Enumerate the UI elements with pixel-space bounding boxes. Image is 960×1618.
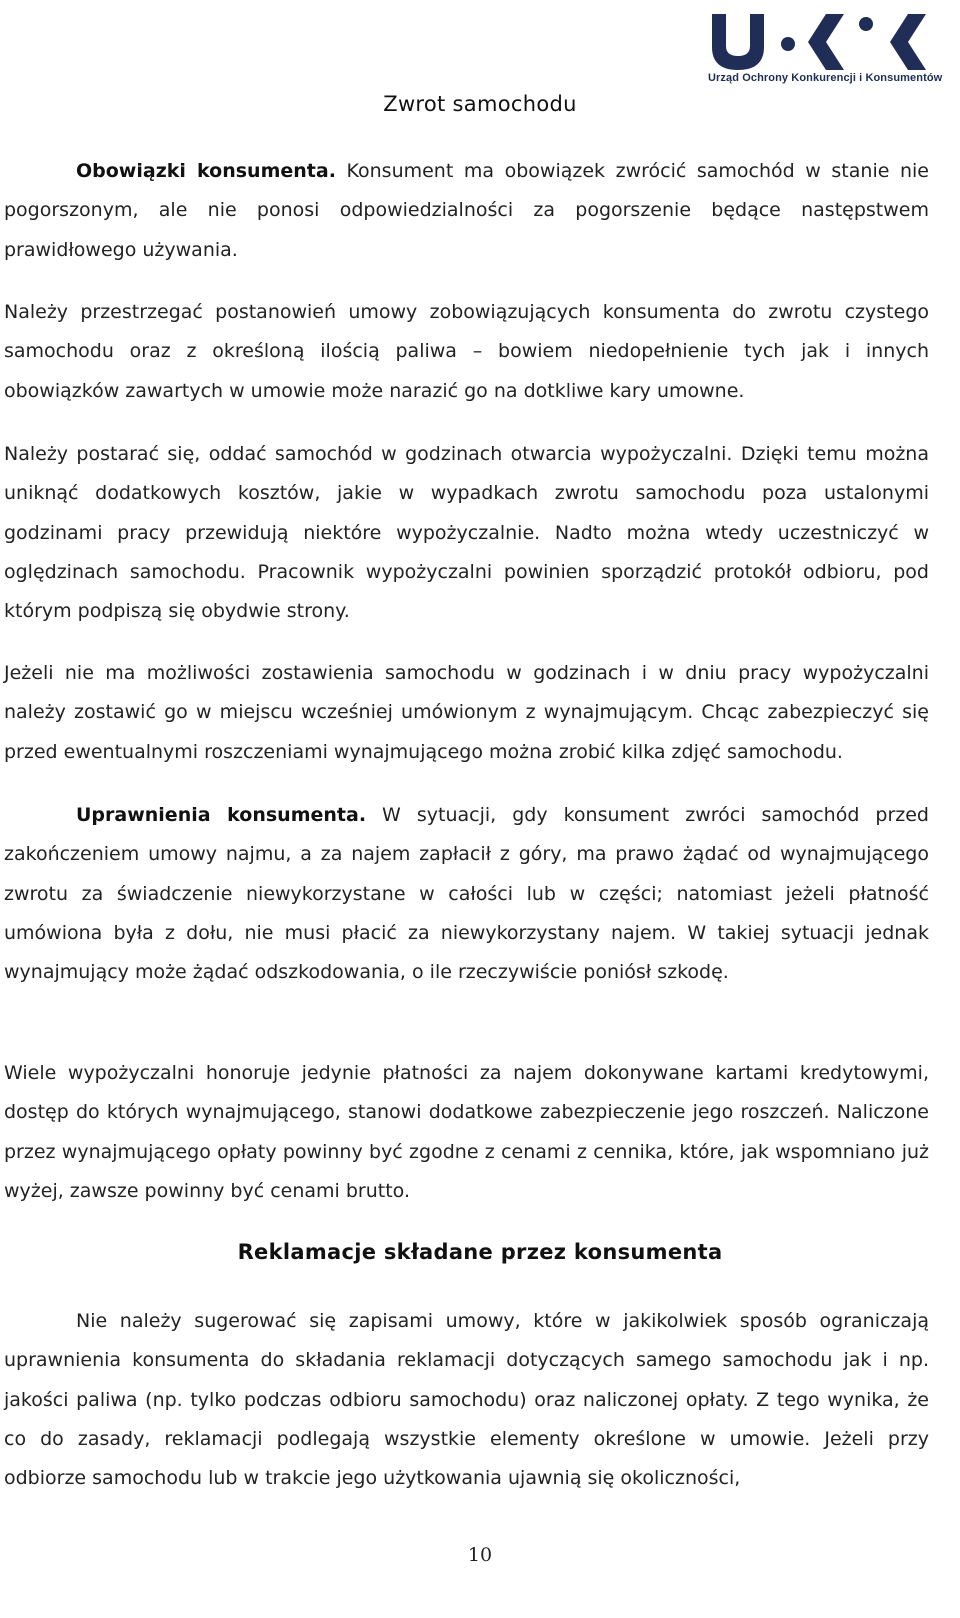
paragraph-lead: Obowiązki konsumenta.	[76, 160, 336, 182]
page-title: Zwrot samochodu	[383, 92, 577, 116]
paragraph: Jeżeli nie ma możliwości zostawienia samochodu w godzinach i w dniu pracy wypożyczalni należy zostawić go w miejscu wcześniej umówionym z wynajmującym. Chcąc zabezpieczyć się przed ewentualnymi roszczeniami wynajmującego można zrobić kilka zdjęć samochodu.	[4, 662, 929, 763]
logo-caption: Urząd Ochrony Konkurencji i Konsumentów	[708, 72, 943, 84]
paragraph-lead: Uprawnienia konsumenta.	[76, 804, 367, 826]
paragraph: Należy przestrzegać postanowień umowy zobowiązujących konsumenta do zwrotu czystego samochodu oraz z określoną ilością paliwa – bowiem niedopełnienie tych jak i innych obowiązków zawartych w umowie może narazić go na dotkliwe kary umowne.	[4, 301, 929, 402]
paragraph: Wiele wypożyczalni honoruje jedynie płatności za najem dokonywane kartami kredytowymi, dostęp do których wynajmującego, stanowi dodatkowe zabezpieczenie jego roszczeń. Naliczone przez wynajmującego opłaty powinny być zgodne z cenami z cennika, które, jak wspomniano już wyżej, zawsze powinny być cenami brutto.	[4, 1062, 929, 1202]
page-number: 10	[467, 1544, 493, 1566]
uokik-logo-mark	[708, 10, 938, 72]
paragraph: Nie należy sugerować się zapisami umowy, które w jakikolwiek sposób ograniczają uprawnienia konsumenta do składania reklamacji dotyczących samego samochodu jak i np. jakości paliwa (np. tylko podczas odbioru samochodu) oraz naliczonej opłaty. Z tego wynika, że co do zasady, reklamacji podlegają wszystkie elementy określone w umowie. Jeżeli przy odbiorze samochodu lub w trakcie jego użytkowania ujawnią się okoliczności,	[4, 1310, 929, 1490]
paragraph: Należy postarać się, oddać samochód w godzinach otwarcia wypożyczalni. Dzięki temu można uniknąć dodatkowych kosztów, jakie w wypadkach zwrotu samochodu poza ustalonymi godzinami pracy przewidują niektóre wypożyczalnie. Nadto można wtedy uczestniczyć w oględzinach samochodu. Pracownik wypożyczalni powinien sporządzić protokół odbioru, pod którym podpiszą się obydwie strony.	[4, 443, 929, 623]
section-heading: Reklamacje składane przez konsumenta	[237, 1240, 723, 1264]
paragraph-rights	[4, 796, 929, 992]
paragraph-text: W sytuacji, gdy konsument zwróci samochód przed zakończeniem umowy najmu, a za najem zapłacił z góry, ma prawo żądać od wynajmującego zwrotu za świadczenie niewykorzystane w całości lub w części; natomiast jeżeli płatność umówiona była z dołu, nie musi płacić za niewykorzystany najem. W takiej sytuacji jednak wynajmujący może żądać odszkodowania, o ile rzeczywiście poniósł szkodę.	[4, 804, 929, 984]
paragraph-text: Konsument ma obowiązek zwrócić samochód w stanie nie pogorszonym, ale nie ponosi odpowiedzialności za pogorszenie będące następstwem prawidłowego używania.	[4, 160, 929, 261]
uokik-logo	[708, 10, 943, 92]
paragraph-obligations	[4, 152, 929, 270]
